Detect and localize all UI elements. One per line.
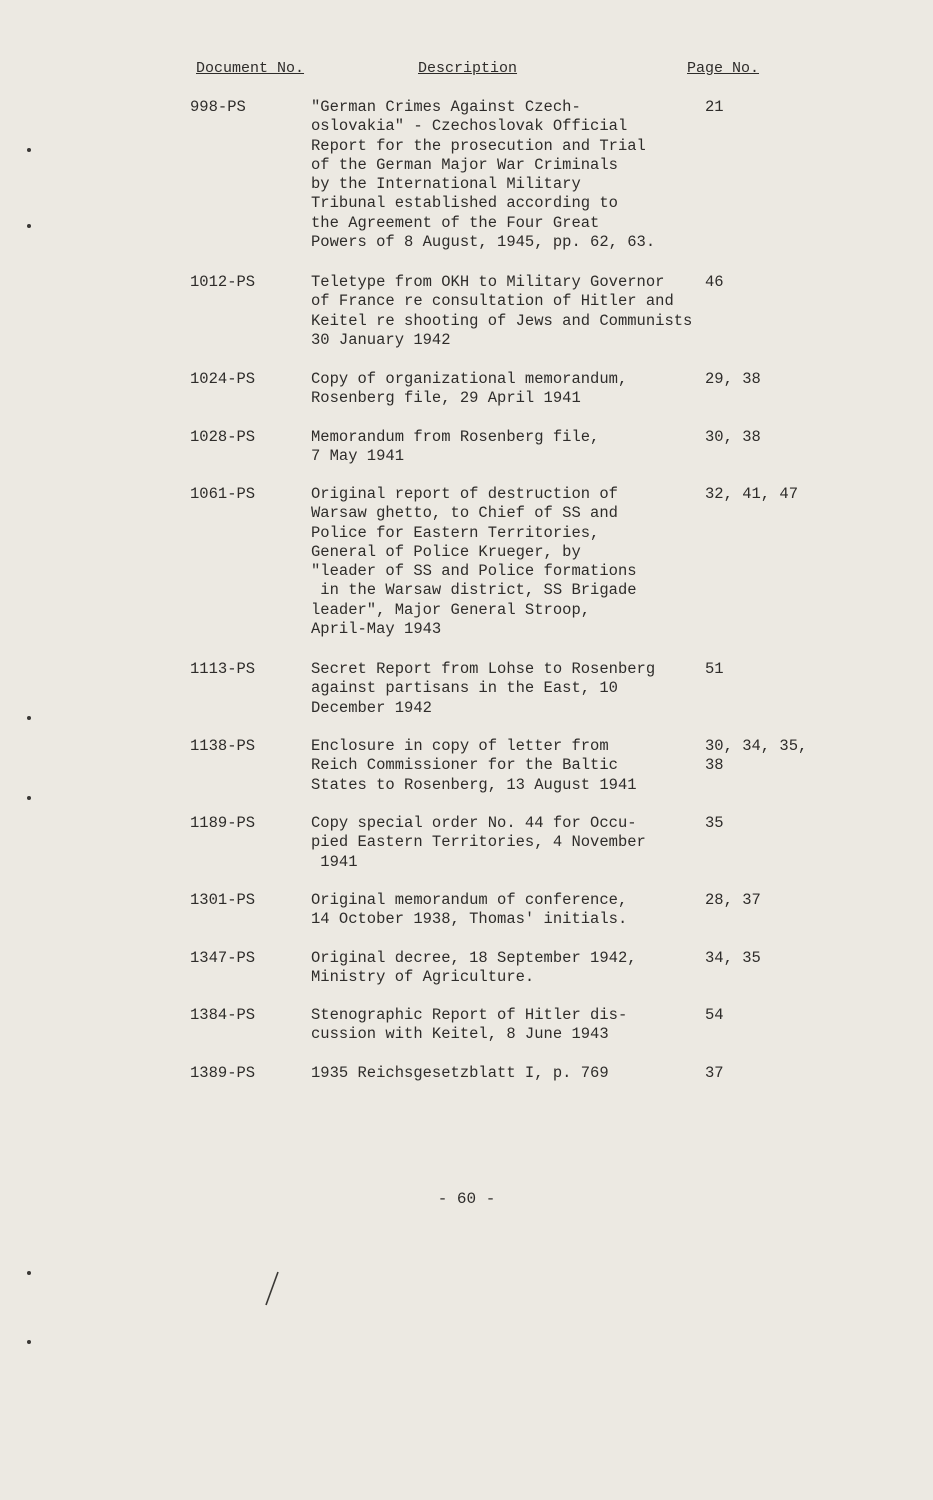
page-number: - 60 - bbox=[437, 1190, 496, 1208]
document-description: Original memorandum of conference, 14 October 1938, Thomas' initials. bbox=[311, 891, 628, 929]
document-description: 1935 Reichsgesetzblatt I, p. 769 bbox=[311, 1064, 609, 1082]
document-number: 1061-PS bbox=[190, 485, 256, 503]
document-description: Secret Report from Lohse to Rosenberg against partisans in the East, 10 December 1942 bbox=[311, 660, 656, 717]
column-header-document-no: Document No. bbox=[196, 60, 305, 77]
document-number: 1189-PS bbox=[190, 814, 256, 832]
page-references: 46 bbox=[705, 273, 724, 291]
page-references: 54 bbox=[705, 1006, 724, 1024]
margin-mark bbox=[27, 224, 31, 228]
margin-mark bbox=[27, 796, 31, 800]
document-number: 1347-PS bbox=[190, 949, 256, 967]
document-description: "German Crimes Against Czech- oslovakia" - Czechoslovak Official Report for the prosecution and Trial of the German Major War Criminals by the International Military Tribunal established according to the Agreement of the Four Great Powers of 8 August, 1945, pp. 62, 63. bbox=[311, 98, 656, 252]
margin-mark bbox=[27, 148, 31, 152]
margin-mark bbox=[27, 716, 31, 720]
page-references: 35 bbox=[705, 814, 724, 832]
page-references: 21 bbox=[705, 98, 724, 116]
margin-mark bbox=[27, 1340, 31, 1344]
document-number: 1138-PS bbox=[190, 737, 256, 755]
document-number: 1389-PS bbox=[190, 1064, 256, 1082]
document-description: Copy special order No. 44 for Occu- pied Eastern Territories, 4 November 1941 bbox=[311, 814, 646, 871]
page-references: 32, 41, 47 bbox=[705, 485, 799, 503]
document-number: 1301-PS bbox=[190, 891, 256, 909]
page-references: 30, 38 bbox=[705, 428, 761, 446]
page-references: 51 bbox=[705, 660, 724, 678]
document-description: Teletype from OKH to Military Governor of France re consultation of Hitler and Keitel re shooting of Jews and Communists 30 January 1942 bbox=[311, 273, 693, 349]
page-references: 29, 38 bbox=[705, 370, 761, 388]
document-description: Stenographic Report of Hitler dis- cussion with Keitel, 8 June 1943 bbox=[311, 1006, 628, 1044]
document-description: Memorandum from Rosenberg file, 7 May 1941 bbox=[311, 428, 600, 466]
document-description: Original decree, 18 September 1942, Ministry of Agriculture. bbox=[311, 949, 637, 987]
document-number: 1012-PS bbox=[190, 273, 256, 291]
document-description: Enclosure in copy of letter from Reich Commissioner for the Baltic States to Rosenberg, 13 August 1941 bbox=[311, 737, 637, 794]
document-description: Original report of destruction of Warsaw ghetto, to Chief of SS and Police for Eastern Territories, General of Police Krueger, by "leader of SS and Police formations in the Warsaw district, SS Brigade leader", Major General Stroop, April-May 1943 bbox=[311, 485, 637, 639]
document-number: 998-PS bbox=[190, 98, 246, 116]
pen-mark bbox=[262, 1270, 282, 1308]
document-number: 1028-PS bbox=[190, 428, 256, 446]
page-references: 34, 35 bbox=[705, 949, 761, 967]
column-header-description: Description bbox=[418, 60, 518, 77]
document-number: 1024-PS bbox=[190, 370, 256, 388]
column-header-page-no: Page No. bbox=[687, 60, 760, 77]
page-references: 37 bbox=[705, 1064, 724, 1082]
document-number: 1384-PS bbox=[190, 1006, 256, 1024]
page-references: 28, 37 bbox=[705, 891, 761, 909]
page-references: 30, 34, 35, 38 bbox=[705, 737, 808, 775]
margin-mark bbox=[27, 1271, 31, 1275]
document-description: Copy of organizational memorandum, Rosenberg file, 29 April 1941 bbox=[311, 370, 628, 408]
document-number: 1113-PS bbox=[190, 660, 256, 678]
